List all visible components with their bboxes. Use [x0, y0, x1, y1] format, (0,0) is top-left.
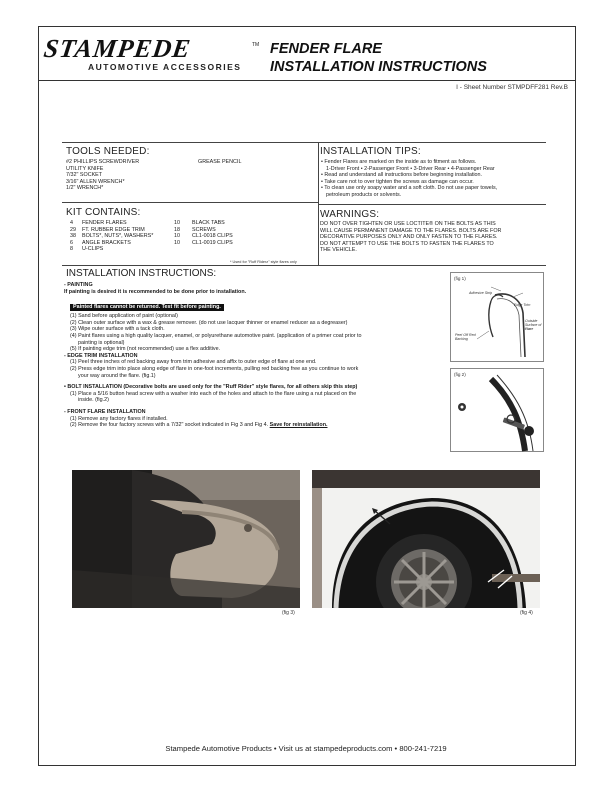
tools-right-list	[198, 159, 241, 192]
kit-qty: 4	[70, 220, 73, 226]
fig1-outside-label: Outside Surface of Flare	[525, 319, 542, 332]
warning-line: WILL CAUSE PERMANENT DAMAGE TO THE FLARES. BOLTS ARE FOR	[320, 227, 502, 234]
title-line-2: INSTALLATION INSTRUCTIONS	[270, 59, 487, 75]
fig1-edge-label: Edge Trim	[514, 303, 531, 307]
instructions-body	[64, 282, 444, 429]
kit-item: BOLTS*, NUTS*, WASHERS*	[82, 233, 154, 240]
logo-wordmark: STAMPEDE	[42, 34, 193, 63]
kit-qty: 6	[70, 239, 73, 246]
kit-contains-section	[66, 207, 316, 264]
divider	[62, 202, 318, 203]
kit-item: U-CLIPS	[82, 246, 104, 253]
step: (2) Clean outer surface with a wax & grease remover. (do not use lacquer thinner or enamel reducer as a degreaser)	[70, 319, 348, 326]
figure-1-edge-trim	[450, 272, 544, 362]
step: your way around the flare. (fig.1)	[78, 372, 156, 379]
list-item: • To clean use only soapy water and a soft cloth. Do not use paper towels,	[321, 185, 498, 192]
warnings-section	[320, 209, 544, 254]
mudflap-photo-illustration	[72, 470, 300, 608]
figure-2-bolt	[450, 368, 544, 452]
bolt-diagram	[451, 369, 545, 453]
divider	[62, 142, 546, 143]
wheel-well-photo-illustration	[312, 470, 540, 608]
table-row	[66, 240, 233, 247]
bolt-heading: • BOLT INSTALLATION (Decorative bolts are used only for the "Ruff Rider" style flares, for all others skip this step)	[64, 384, 358, 391]
table-row	[66, 220, 233, 227]
fig2-label: (fig 2)	[454, 372, 466, 377]
kit-qty: 38	[70, 233, 76, 240]
stampede-logo	[44, 34, 260, 74]
step: (3) Wipe outer surface with a tack cloth.	[70, 326, 165, 333]
fig1-peel-label: Peel Off Red Backing	[455, 333, 476, 342]
photo-fig-3-mudflap	[72, 470, 300, 608]
painting-warning-badge: Painted flares cannot be returned. Test fit before painting.	[70, 304, 224, 311]
list-item: #2 PHILLIPS SCREWDRIVER	[66, 159, 140, 165]
tools-left-list	[66, 159, 198, 192]
step: (1) Peel three inches of red backing away from trim adhesive and affix to outer edge of flare at one end.	[70, 359, 317, 366]
warnings-heading: WARNINGS:	[320, 209, 380, 220]
tips-list	[320, 159, 544, 199]
edge-trim-heading: - EDGE TRIM INSTALLATION	[64, 352, 138, 359]
kit-item: ANGLE BRACKETS	[82, 239, 131, 246]
fig4-caption: (fig 4)	[520, 610, 533, 616]
step: (5) If painting edge trim (not recommended) use a flex additive.	[70, 346, 221, 353]
step: (2) Press edge trim into place along edge of flare in one-foot increments, pulling red backing free as you continue to work	[70, 365, 359, 372]
kit-heading: KIT CONTAINS:	[66, 207, 141, 218]
fig3-caption: (fig 3)	[282, 610, 295, 616]
kit-qty: 18	[174, 226, 180, 233]
kit-table	[66, 220, 233, 253]
instructions-heading: INSTALLATION INSTRUCTIONS:	[66, 268, 217, 279]
table-row	[66, 233, 233, 240]
kit-item: CL1-0019 CLIPS	[192, 239, 233, 246]
list-item: GREASE PENCIL	[198, 159, 242, 165]
painting-intro: If painting is desired it is recommended to be done prior to installation.	[64, 288, 247, 295]
warning-line: THE VEHICLE.	[320, 247, 357, 254]
page-title	[270, 40, 487, 76]
step-emphasis: Save for reinstallation.	[269, 422, 328, 429]
warning-line: DO NOT OVER TIGHTEN OR USE LOCTITE® ON THE BOLTS AS THIS	[320, 221, 496, 227]
kit-item: BLACK TABS	[192, 220, 225, 226]
step: painting is optional)	[78, 339, 125, 346]
kit-qty: 10	[174, 239, 180, 246]
logo-subtitle: AUTOMOTIVE ACCESSORIES	[88, 62, 242, 72]
installation-tips-section	[320, 146, 544, 199]
warnings-text	[320, 221, 544, 254]
painting-heading: - PAINTING	[64, 282, 93, 288]
warning-line: DO NOT ATTEMPT TO USE THE BOLTS TO FASTEN THE FLARES TO	[320, 240, 494, 247]
warning-line: DECORATIVE PURPOSES ONLY AND ONLY FASTEN TO THE FLARES.	[320, 234, 498, 241]
kit-qty	[174, 246, 192, 253]
kit-qty: 29	[70, 226, 76, 233]
list-item: 1/2" WRENCH*	[66, 185, 104, 192]
photo-fig-4-wheel-well	[312, 470, 540, 608]
kit-qty: 10	[174, 233, 180, 240]
fig1-label: (fig 1)	[454, 276, 466, 281]
list-item: • Take care not to over tighten the screws as damage can occur.	[321, 178, 474, 185]
kit-qty: 8	[70, 246, 73, 253]
kit-item: SCREWS	[192, 226, 216, 233]
kit-item: CL1-0018 CLIPS	[192, 233, 233, 240]
list-item: 1-Driver Front • 2-Passenger Front • 3-Driver Rear • 4-Passenger Rear	[326, 165, 495, 172]
table-row	[66, 246, 233, 253]
step: (1) Remove any factory flares if installed.	[70, 415, 168, 422]
kit-item	[192, 246, 233, 253]
list-item: UTILITY KNIFE	[66, 165, 104, 172]
kit-item: FT. RUBBER EDGE TRIM	[82, 226, 145, 233]
list-item: • Read and understand all instructions before beginning installation.	[321, 172, 483, 179]
front-flare-heading: - FRONT FLARE INSTALLATION	[64, 408, 146, 415]
kit-footnote: * Used for "Ruff Riderz" style flares only	[230, 260, 297, 264]
list-item: petroleum products or solvents.	[326, 191, 402, 198]
edge-trim-diagram	[451, 273, 545, 363]
kit-item: FENDER FLARES	[82, 220, 127, 226]
divider	[62, 265, 546, 266]
step: (1) Sand before application of paint (optional)	[70, 313, 178, 320]
step: inside. (fig.2)	[78, 397, 109, 404]
kit-qty: 10	[174, 220, 180, 226]
divider	[318, 204, 546, 205]
table-row	[66, 227, 233, 234]
list-item: 3/16" ALLEN WRENCH*	[66, 178, 125, 185]
logo-trademark: TM	[252, 42, 260, 48]
step	[64, 422, 444, 429]
tools-heading: TOOLS NEEDED:	[66, 146, 150, 157]
list-item: 7/32" SOCKET	[66, 172, 103, 179]
tools-needed-section	[66, 146, 316, 192]
step-text: (2) Remove the four factory screws with a 7/32" socket indicated in Fig 3 and Fig 4.	[70, 422, 269, 429]
list-item: • Fender Flares are marked on the inside as to fitment as follows.	[321, 159, 477, 165]
step: (4) Paint flares using a high quality lacquer, enamel, or polyurethane automotive paint. (application of a primer coat prior to	[70, 332, 362, 339]
step: (1) Place a 5/16 button head screw with a washer into each of the holes and attach to the flare using a nut placed on the	[70, 390, 357, 397]
sheet-number: I - Sheet Number STMPDFF281 Rev.B	[456, 84, 568, 91]
header-divider	[38, 80, 576, 81]
title-line-1: FENDER FLARE	[270, 41, 382, 57]
fig1-adhesive-label: Adhesive Strip	[469, 291, 493, 295]
footer-contact: Stampede Automotive Products • Visit us at stampedeproducts.com • 800-241-7219	[165, 744, 447, 753]
tips-heading: INSTALLATION TIPS:	[320, 146, 421, 157]
